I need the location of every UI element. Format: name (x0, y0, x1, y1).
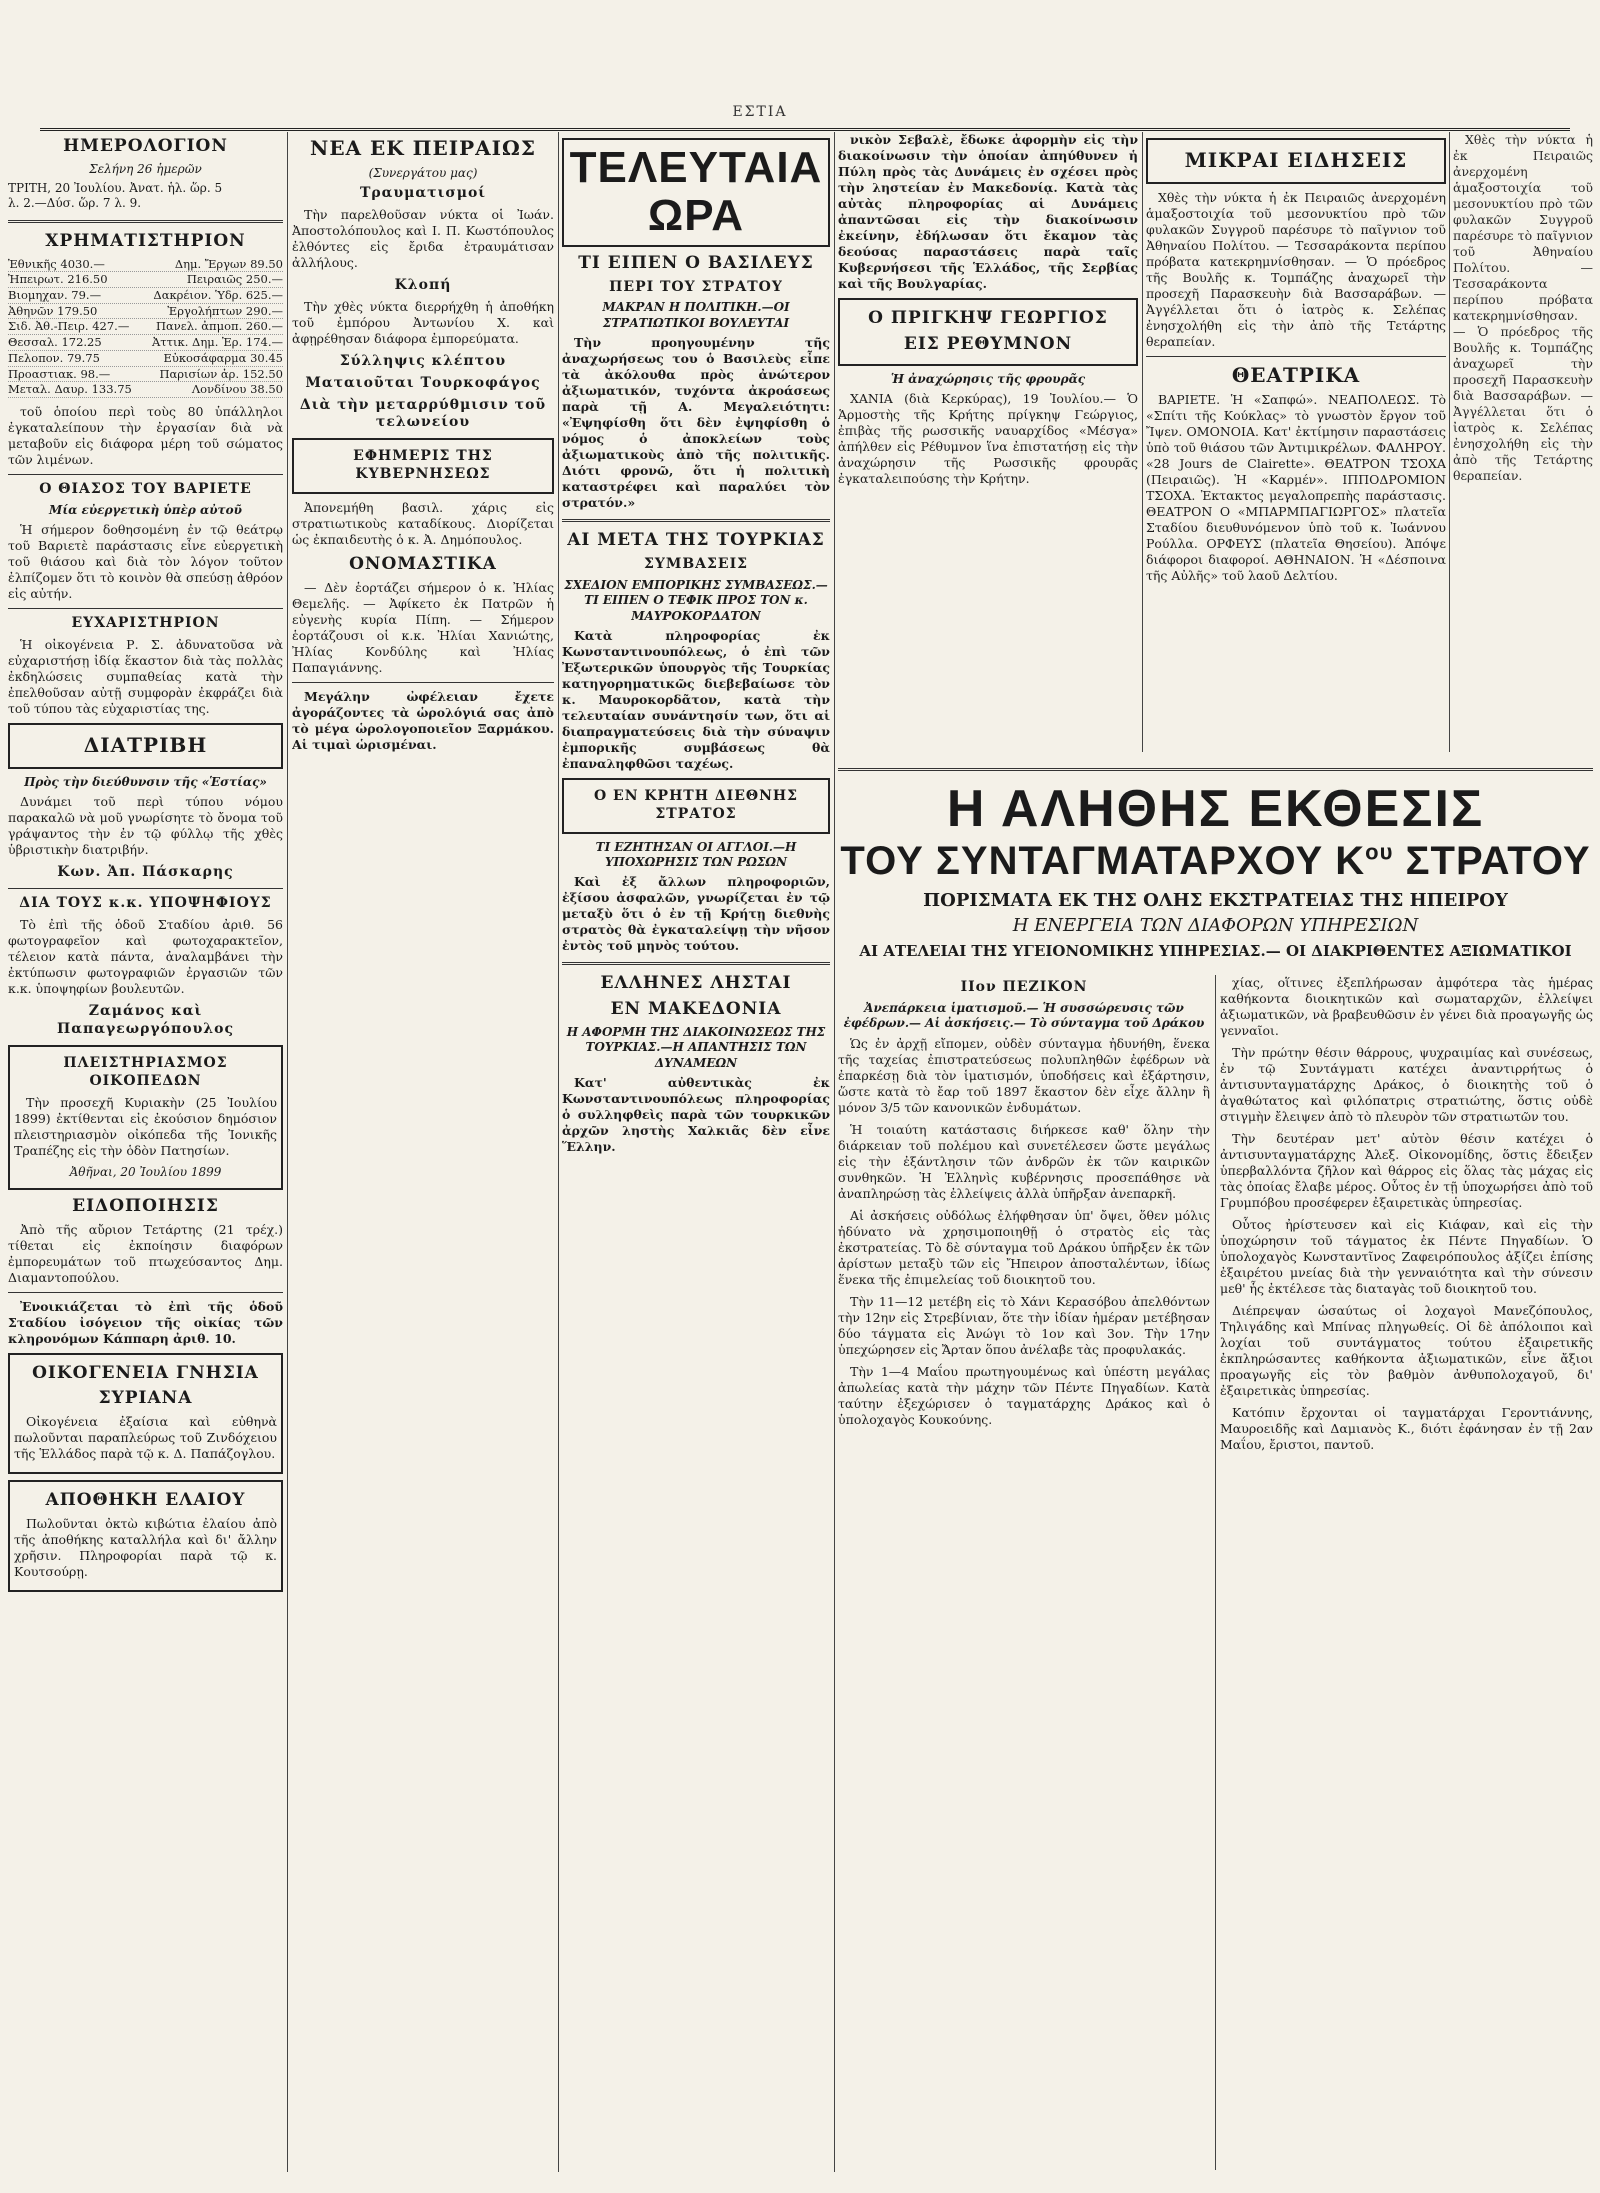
stock-cell: Ἀττικ. Δημ. Ἐρ. 174.— (151, 335, 283, 350)
stock-row (8, 382, 283, 398)
stock-row (8, 351, 283, 367)
stock-cell: Μεταλ. Δαυρ. 133.75 (8, 382, 132, 397)
notices-title: ΕΙΔΟΠΟΙΗΣΙΣ (72, 1195, 219, 1216)
piraeus-text: Τὴν παρελθοῦσαν νύκτα οἱ Ἰωάν. Ἀποστολόπουλος καὶ Ι. Π. Κωστόπουλος ἐλθόντες εἰς ἔριδα ἐτραυμάτισαν ἀλλήλους. (292, 206, 554, 270)
stock-cell: Πελοπον. 79.75 (8, 350, 100, 365)
theatre-text: ΒΑΡΙΕΤΕ. Ἡ «Σαπφώ». ΝΕΑΠΟΛΕΩΣ. Τὸ «Σπίτι τῆς Κούκλας» τὸ γνωστὸν ἔργον τοῦ Ἴψεν. ΟΜΟΝΟΙΑ. Κατ' ἐκτίμησιν παραστάσεις ὑπὸ τοῦ θιάσου τῶν Ἀντιμικρέλων. ΦΑΛΗΡΟΥ. «28 Jours de Clairette». ΘΕΑΤΡΟΝ ΤΣΟΧΑ (Πειραιῶς). Ἡ «Καρμέν». ΙΠΠΟΔΡΟΜΙΟΝ ΤΣΟΧΑ. Ἐκτακτος μεγαλοπρεπὴς παράστασις. ΘΕΑΤΡΟΝ Ο «ΜΠΑΡΜΠΑΓΙΩΡΓΟΣ» πλατεῖα Σταδίου διευθυνόμενον ὑπὸ τοῦ κ. Ἰωάννου Ρούλλα. ΟΡΦΕΥΣ (πλατεῖα Θησείου). Ἀπόψε διάφοροι διαφοροί. ΑΘΗΝΑΙΟΝ. Ἡ «Δέσποινα τῆς Αὐλῆς» τοῦ λαοῦ Δελτίου. (1146, 392, 1446, 584)
syriana-text: Οἰκογένεια ἐξαίσια καὶ εὐθηνὰ πωλοῦνται παραπλεύρως τοῦ Ζινδόχειου τῆς Ἑλλάδος παρὰ τῷ κ. Δ. Παπάζογλου. (14, 1414, 277, 1462)
report-section: ΙΙον ΠΕΖΙΚΟΝ (960, 979, 1088, 995)
calendar-title: ΗΜΕΡΟΛΟΓΙΟΝ (63, 136, 228, 156)
stock-row (8, 335, 283, 351)
stock-row (8, 257, 283, 273)
piraeus-title: ΝΕΑ ΕΚ ΠΕΙΡΑΙΩΣ (310, 136, 536, 160)
report-text: Τὴν 11—12 μετέβη εἰς τὸ Χάνι Κερασόβου ἀπελθόντων τὴν 12ην εἰς Στρεβίνιαν, ὅτε τὴν ἰδίαν ἡμέραν μετέβησαν δύο τάγματα εἰς Ἀνώγι τὸ 1ον καὶ 3ον. Τὴν 17ην ὑπεχώρησεν εἰς Ἄρταν ὅπου ἀνέλαβε τὰς προφυλακάς. (838, 1293, 1210, 1357)
oil-box (8, 1480, 283, 1592)
divider (8, 474, 283, 475)
column-rule (1215, 975, 1216, 2170)
stock-row (8, 288, 283, 304)
piraeus-heading: Σύλληψις κλέπτου (339, 352, 507, 369)
stock-text: τοῦ ὁποίου περὶ τοὺς 80 ὑπάλληλοι ἐγκαταλείπουν τὴν ἐργασίαν διὰ νὰ μεταβοῦν εἰς διάφορα μέρη τοῦ σώματος τῶν λιμένων. (8, 404, 283, 468)
names-text: — Δὲν ἑορτάζει σήμερον ὁ κ. Ἠλίας Θεμελῆς. — Ἀφίκετο ἐκ Πατρῶν ἡ εὐγενὴς κυρία Πίπη. — Σήμερον ἑορτάζουσι οἱ κ.κ. Ἠλίαι Χανιώτης, Ἠλίας Κονδύλης καὶ Ἠλίας Παπαγιάννης. (292, 579, 554, 675)
column-2 (292, 132, 554, 2172)
divider (562, 962, 830, 965)
stock-cell: Πανελ. ἀπμοπ. 260.— (155, 319, 283, 334)
oil-title: ΑΠΟΘΗΚΗ ΕΛΑΙΟΥ (45, 1490, 246, 1511)
names-title: ΟΝΟΜΑΣΤΙΚΑ (349, 554, 497, 575)
report-subtitle: ΠΟΡΙΣΜΑΤΑ ΕΚ ΤΗΣ ΟΛΗΣ ΕΚΣΤΡΑΤΕΙΑΣ ΤΗΣ ΗΠΕΙΡΟΥ (923, 890, 1508, 911)
bandits-subheading: Η ΑΦΟΡΜΗ ΤΗΣ ΔΙΑΚΟΙΝΩΣΕΩΣ ΤΗΣ ΤΟΥΡΚΙΑΣ.—Η ΑΠΑΝΤΗΣΙΣ ΤΩΝ ΔΥΝΑΜΕΩΝ (566, 1024, 826, 1070)
column-rule (287, 132, 288, 2172)
report-title-part: ΣΤΡΑΤΟΥ (1393, 839, 1591, 883)
column-5 (1146, 132, 1446, 752)
gov-title: ΕΦΗΜΕΡΙΣ ΤΗΣ ΚΥΒΕΡΝΗΣΕΩΣ (353, 448, 493, 483)
stock-title: ΧΡΗΜΑΤΙΣΤΗΡΙΟΝ (45, 230, 246, 251)
auction-text: Τὴν προσεχῆ Κυριακὴν (25 Ἰουλίου 1899) ἐκτίθενται εἰς ἐκούσιον δημόσιον πλειστηριασμὸν οἰκόπεδα τῆς Ἰονικῆς Τραπέζης εἰς τὴν ὁδὸν Πατησίων. (14, 1094, 277, 1158)
turkey-heading: ΑΙ ΜΕΤΑ ΤΗΣ ΤΟΥΡΚΙΑΣ (567, 530, 825, 551)
diatrivi-subtitle: Πρὸς τὴν διεύθυνσιν τῆς «Ἑστίας» (24, 774, 267, 789)
prince-title: ΕΙΣ ΡΕΘΥΜΝΟΝ (903, 333, 1073, 354)
diatrivi-sign: Κων. Ἀπ. Πάσκαρης (57, 864, 234, 881)
calendar-line: ΤΡΙΤΗ, 20 Ἰουλίου. Ἀνατ. ἡλ. ὥρ. 5 (8, 181, 223, 196)
piraeus-text: Τὴν χθὲς νύκτα διερρήχθη ἡ ἀποθήκη τοῦ ἐμπόρου Ἀντωνίου Χ. καὶ ἀφῃρέθησαν διάφορα ἐμπορεύματα. (292, 298, 554, 346)
stock-table (8, 257, 283, 398)
stock-cell: Ἐθνικῆς 4030.— (8, 256, 105, 271)
syriana-subtitle: ΣΥΡΙΑΝΑ (98, 1388, 193, 1409)
piraeus-subtitle: (Συνεργάτου μας) (368, 165, 478, 180)
calendar-line: λ. 2.—Δύσ. ὥρ. 7 λ. 9. (8, 196, 142, 211)
report-subtitle: ΑΙ ΑΤΕΛΕΙΑΙ ΤΗΣ ΥΓΕΙΟΝΟΜΙΚΗΣ ΥΠΗΡΕΣΙΑΣ.— ΟΙ ΔΙΑΚΡΙΘΕΝΤΕΣ ΑΞΙΩΜΑΤΙΚΟΙ (859, 942, 1572, 960)
prince-lead: νικὸν Σεβαλὲ, ἔδωκε ἀφορμὴν εἰς τὴν διακοίνωσιν τὴν ὁποίαν ἀπηύθυνεν ἡ Πύλη πρὸς τὰς Δυνάμεις ἐν σχέσει πρὸς τὴν ληστείαν ἐν Μακεδονίᾳ. Κατὰ τὰς αὐτὰς πληροφορίας αἱ Δυνάμεις ἀπαντῶσαι εἰς τὴν διακοίνωσιν ἐκείνην, ἐδήλωσαν ὅτι ἔκαμον τὰς δεούσας παραστάσεις παρὰ ταῖς Κυβερνήσεσι τῆς Ἑλλάδος, τῆς Σερβίας καὶ τῆς Βουλγαρίας. (838, 132, 1138, 291)
column-3 (562, 132, 830, 2172)
variete-title: Ο ΘΙΑΣΟΣ ΤΟΥ ΒΑΡΙΕΤΕ (39, 481, 252, 498)
piraeus-heading: Κλοπή (394, 276, 452, 293)
stock-cell: Ἠπειρωτ. 216.50 (8, 272, 108, 287)
watch-ad: Μεγάλην ὠφέλειαν ἔχετε ἀγοράζοντες τὰ ὡρολόγιά σας ἀπὸ τὸ μέγα ὡρολογοποιεῖον Ξαρμάκου. Αἱ τιμαὶ ὡρισμέναι. (292, 688, 554, 752)
report-text: Διέπρεψαν ὡσαύτως οἱ λοχαγοὶ Μανεζόπουλος, Τηλιγάδης καὶ Μπίνας πληγωθείς. Οἱ δὲ ἀπόλοιποι καὶ λοχίαι τοῦ συντάγματος τούτου ἐξαιρετικῆς ἐκπληρώσαντες καθήκοντα ἀξιωματικῶν, εἶνε ἄξιοι προαγωγῆς εἰς τὸν βαθμὸν ἀνθυπολοχαγοῦ, δι' ἐξαιρετικὰς ὑπηρεσίας. (1220, 1303, 1593, 1398)
stock-cell: Πειραιῶς 250.— (186, 272, 283, 287)
stock-cell: Δημ. Ἔργων 89.50 (174, 256, 283, 271)
auction-date: Ἀθῆναι, 20 Ἰουλίου 1899 (69, 1164, 222, 1179)
divider (8, 1292, 283, 1293)
diatrivi-text: Δυνάμει τοῦ περὶ τύπου νόμου παρακαλῶ νὰ μοῦ γνωρίσητε τὸ ὄνομα τοῦ γράψαντος τὴν ἐν τῷ φύλλῳ τῆς χθὲς ὑβριστικὴν διατριβήν. (8, 794, 283, 858)
stock-cell: Λονδίνου 38.50 (191, 382, 283, 397)
crete-subheading: ΤΙ ΕΖΗΤΗΣΑΝ ΟΙ ΑΓΓΛΟΙ.—Η ΥΠΟΧΩΡΗΣΙΣ ΤΩΝ ΡΩΣΩΝ (595, 839, 797, 870)
variete-text: Ἡ σήμερον δοθησομένη ἐν τῷ θεάτρῳ τοῦ Βαριετὲ παράστασις εἶνε εὐεργετικὴ τοῦ θιάσου καὶ διὰ τὸν λόγον τοῦτον ἐλπίζομεν ὅτι τὸ κοινὸν θὰ σπεύσῃ ἀθρόον εἰς αὐτήν. (8, 522, 283, 602)
report-lead: Ἀνεπάρκεια ἱματισμοῦ.— Ἡ συσσώρευσις τῶν ἐφέδρων.— Αἱ ἀσκήσεις.— Τὸ σύνταγμα τοῦ Δράκου (843, 1000, 1205, 1031)
top-rule (40, 128, 1570, 131)
report-text: Τὴν πρώτην θέσιν θάρρους, ψυχραιμίας καὶ συνέσεως, ἐν τῷ Συντάγματι κατέχει ἀναντιρρήτως ὁ ἀντισυνταγματάρχης Δράκος, ὁ διοικητὴς τοῦ ὁ ἀγαθώτατος καὶ φιλόπατρις στρατιώτης, ὅστις οὐδὲ στιγμὴν ἔλειψεν ἀπὸ τὸ πλευρὸν τῶν στρατιωτῶν του. (1220, 1045, 1593, 1124)
stock-row (8, 272, 283, 288)
lasthour-title: ΤΕΛΕΥΤΑΙΑ ΩΡΑ (569, 143, 823, 241)
lasthour-text: Τὴν προηγουμένην τῆς ἀναχωρήσεως του ὁ Βασιλεὺς εἶπε τὰ ἀκόλουθα πρὸς ἀνώτερον ἀξιωματικόν, τυχόντα ἀκροάσεως παρὰ τῇ Α. Μεγαλειότητι: «Ἐψηφίσθη ὅτι δὲν ἐψηφίσθη ὁ νόμος ὁ ἀποκλείων τοὺς ἀξιωματικοὺς ἀπὸ τῆς πολιτικῆς. Διότι φρονῶ, ὅτι ἡ πολιτικὴ καταστρέφει καὶ παραλύει τὸν στρατόν.» (562, 335, 830, 511)
column-rule (1449, 132, 1450, 752)
syriana-title: ΟΙΚΟΓΕΝΕΙΑ ΓΝΗΣΙΑ (32, 1362, 259, 1383)
stock-row (8, 304, 283, 320)
report-text: Ὡς ἐν ἀρχῇ εἴπομεν, οὐδὲν σύνταγμα ἠδυνήθη, ἕνεκα τῆς ταχείας ἐπιστρατεύσεως πολυπληθῶν ἐφέδρων νὰ ἐπαρκέσῃ διὰ τὸν ἱματισμόν, ὑποδήσεις καὶ ἐξάρτησιν, ὥστε κατὰ τὸ ἔαρ τοῦ 1897 ἔκαστον δὲν εἶχε ἄλλην ἢ μόνον 3/5 τῶν κανονικῶν ἐνδυμάτων. (838, 1035, 1210, 1115)
turkey-heading: ΣΥΜΒΑΣΕΙΣ (643, 555, 749, 572)
small-news-title: ΜΙΚΡΑΙ ΕΙΔΗΣΕΙΣ (1184, 148, 1408, 172)
turkey-text: Κατὰ πληροφορίας ἐκ Κωνσταντινουπόλεως, ὁ ἐπὶ τῶν Ἐξωτερικῶν ὑπουργὸς τῆς Τουρκίας κατηγορηματικῶς διεβεβαίωσε τὸν κ. Μαυροκορδᾶτον, κατὰ τὴν τελευταίαν συνάντησίν των, ὅτι αἱ διαπραγματεύσεις διὰ τὴν σύναψιν ἐμπορικῆς συμβάσεως θὰ ἐπαναληφθῶσι ταχέως. (562, 627, 830, 771)
small-news-box (1146, 138, 1446, 184)
divider (8, 220, 283, 223)
small-news-text: Χθὲς τὴν νύκτα ἡ ἐκ Πειραιῶς ἀνερχομένη ἁμαξοστοιχία τοῦ μεσονυκτίου πρὸ τῶν φυλακῶν Συγγροῦ παρέσυρε τὸ παῖγνιον τοῦ Ἀθηναίου Πολίτου. — Τεσσαράκοντα περίπου πρόβατα κατεκρημνίσθησαν. — Ὁ πρόεδρος τῆς Βουλῆς κ. Τομπάζης ἀναχωρεῖ τὴν προσεχῆ Παρασκευὴν διὰ Βασσαράβων. — Ἀγγέλλεται ὅτι ὁ ἰατρὸς κ. Σελέπας ἐνησχολήθη εἰς τὴν ἀπὸ τῆς Τετάρτης θεραπείαν. (1146, 189, 1446, 349)
theatre-title: ΘΕΑΤΡΙΚΑ (1231, 362, 1361, 387)
column-6 (1453, 132, 1593, 752)
report-text: χίας, οἵτινες ἐξεπλήρωσαν ἀμφότερα τὰς ἡμέρας καθήκοντα διοικητικῶν καὶ σωματαρχῶν, ἐλλείψει ἀξιωματικῶν, νὰ βραβευθῶσιν ἐν γένει διὰ προαγωγῆς ὡς γενναῖοι. (1220, 975, 1593, 1038)
report-text: Τὴν 1—4 Μαΐου πρωτηγουμένως καὶ ὑπέστη μεγάλας ἀπωλείας κατὰ τὴν μάχην τῶν Πέντε Πηγαδίων. Κατὰ ταύτην ἐξεχώρισεν ὁ ταγματάρχης Δράκος καὶ ὁ ὑπολοχαγὸς Κουκούνης. (838, 1363, 1210, 1427)
stock-cell: Εὐκοσάφαρμα 30.45 (163, 350, 283, 365)
stock-cell: Ἀθηνῶν 179.50 (8, 303, 98, 318)
candidates-sign: Ζαμάνος καὶ Παπαγεωργόπουλος (57, 1002, 234, 1037)
stock-cell: Προαστιακ. 98.— (8, 366, 111, 381)
report-text: Αἱ ἀσκήσεις οὐδόλως ἐλήφθησαν ὑπ' ὄψει, ὅθεν μόλις ἠδύνατο νὰ χρησιμοποιηθῇ ὁ στρατὸς εἰς τὰς ἐκστρατείας. Τὸ δὲ σύνταγμα τοῦ Δράκου ὑπῆρξεν ἐκ τῶν ἀρίστων μεταξὺ τῶν εἰς Ἤπειρον ἀποσταλέντων, ἰδίως ἕνεκα τῆς ἐπιμελείας τοῦ διοικητοῦ του. (838, 1207, 1210, 1287)
prince-text: ΧΑΝΙΑ (διὰ Κερκύρας), 19 Ἰουλίου.— Ὁ Ἁρμοστὴς τῆς Κρήτης πρίγκηψ Γεώργιος, ἐπιβὰς τῆς ρωσσικῆς ναυαρχίδος «Μέσγα» ἀπήλθεν εἰς Ρέθυμνον ἵνα ἐπιστατήσῃ εἰς τὴν ἀναχώρησιν τῆς Ρωσσικῆς φρουρᾶς ἐγκαταλειπούσης τὴν Κρήτην. (838, 390, 1138, 486)
report-text: Ἡ τοιαύτη κατάστασις διήρκεσε καθ' ὅλην τὴν διάρκειαν τοῦ πολέμου καὶ συνετέλεσεν ὥστε μεγάλως εἰς τὴν ἐξάντλησιν τῶν ἀνδρῶν ἐκ τῶν καιρικῶν συνθηκῶν. Ἡ Ἑλληνὶς κυβέρνησις προσεπάθησε νὰ ἀναπληρώσῃ τὰς ἐλλείψεις ἀλλὰ ὑπῆρξαν ἀνεπαρκῆ. (838, 1121, 1210, 1201)
calendar-line: Σελήνη 26 ἡμερῶν (89, 161, 202, 176)
prince-subtitle: Ἡ ἀναχώρησις τῆς φρουρᾶς (890, 371, 1086, 386)
thanks-text: Ἡ οἰκογένεια Ρ. Σ. ἀδυνατοῦσα νὰ εὐχαριστήσῃ ἰδίᾳ ἕκαστον διὰ τὰς πολλὰς ἐκδηλώσεις συμπαθείας κατὰ τὴν ἐπελθοῦσαν αὐτῇ συμφορὰν ἐκφράζει διὰ τοῦ τύπου τὰς εὐχαριστίας της. (8, 637, 283, 717)
piraeus-heading: Τραυματισμοί (359, 184, 487, 201)
bandits-heading: ΕΝ ΜΑΚΕΔΟΝΙΑ (610, 999, 782, 1020)
report-banner (838, 760, 1593, 960)
syriana-box (8, 1353, 283, 1475)
gov-box (292, 438, 554, 494)
candidates-text: Τὸ ἐπὶ τῆς ὁδοῦ Σταδίου ἀριθ. 56 φωτογραφεῖον καὶ φωτοχαρακτεῖον, τέλειον κατὰ πάντα, ἀναλαμβάνει τὴν ἐκτύπωσιν φωτογραφιῶν ἐργασιῶν τῶν κ.κ. ὑποψηφίων βουλευτῶν. (8, 916, 283, 996)
lasthour-box (562, 138, 830, 247)
report-text: Οὗτος ἠρίστευσεν καὶ εἰς Κιάφαν, καὶ εἰς τὴν ὑποχώρησιν τοῦ τάγματος ἐκ Πέντε Πηγαδίων. Ὁ ὑπολοχαγὸς Κωνσταντῖνος Ζαφειρόπουλος ἀξίζει ἐπίσης ἐξαιρέτου μνείας διὰ τὴν γενναιότητα καὶ τὴν σύνεσιν μεθ' ἧς ἐκτέλεσε τὰς διαταγὰς τοῦ διοικητοῦ του. (1220, 1217, 1593, 1296)
stock-cell: Βιομηχαν. 79.— (8, 288, 102, 303)
candidates-title: ΔΙΑ ΤΟΥΣ κ.κ. ΥΠΟΨΗΦΙΟΥΣ (19, 895, 272, 912)
crete-heading: Ο ΕΝ ΚΡΗΤΗ ΔΙΕΘΝΗΣ ΣΤΡΑΤΟΣ (593, 787, 799, 822)
report-title-part: ΤΟΥ ΣΥΝΤΑΓΜΑΤΑΡΧΟΥ Κ (840, 839, 1366, 883)
auction-box (8, 1045, 283, 1190)
bandits-text: Κατ' αὐθεντικὰς ἐκ Κωνσταντινουπόλεως πληροφορίας ὁ συλληφθεὶς παρὰ τῶν τουρκικῶν ἀρχῶν ληστὴς Χαλκιᾶς δὲν εἶνε Ἕλλην. (562, 1075, 830, 1154)
column-1 (8, 132, 283, 2172)
oil-text: Πωλοῦνται ὀκτὼ κιβώτια ἐλαίου ἀπὸ τῆς ἀποθήκης καταλλήλα καὶ δι' ἄλλην χρῆσιν. Πληροφορίαι παρὰ τῷ κ. Κουτσούρῃ. (14, 1515, 277, 1579)
report-subtitle: Η ΕΝΕΡΓΕΙΑ ΤΩΝ ΔΙΑΦΟΡΩΝ ΥΠΗΡΕΣΙΩΝ (1012, 915, 1419, 936)
lasthour-heading: ΠΕΡΙ ΤΟΥ ΣΤΡΑΤΟΥ (609, 278, 783, 295)
prince-box (838, 298, 1138, 366)
variete-subtitle: Μία εὐεργετικὴ ὑπὲρ αὐτοῦ (49, 502, 242, 517)
report-text: Τὴν δευτέραν μετ' αὐτὸν θέσιν κατέχει ὁ ἀντισυνταγματάρχης Ἀλεξ. Οἰκονομίδης, ὅστις ἔδειξεν ὑπερβαλλόντα ζῆλον καὶ θάρρος εἰς ὅλας τὰς μάχας εἰς τὰς ὁποίας ἔλαβε μέρος. Οὗτος ἐν τῇ ὑποχωρήσει ἀπὸ τοῦ Γρυμπόβου προσέφερεν ἐξαιρετικὰς ὑπηρεσίας. (1220, 1131, 1593, 1210)
stock-cell: Σιδ. Ἀθ.-Πειρ. 427.— (8, 319, 130, 334)
divider (838, 768, 1593, 771)
thanks-title: ΕΥΧΑΡΙΣΤΗΡΙΟΝ (71, 615, 220, 632)
report-text: Κατόπιν ἔρχονται οἱ ταγματάρχαι Γεροντιάννης, Μαυροειδῆς καὶ Δαμιανὸς Κ., διότι ἐφάνησαν ἐν τῇ 2αν Μαΐου, ἔριστοι, παντοῦ. (1220, 1405, 1593, 1452)
column-rule (1142, 132, 1143, 752)
stock-cell: Ἐργολήπτων 290.— (167, 303, 283, 318)
crete-text: Καὶ ἐξ ἄλλων πληροφοριῶν, ἐξίσου ἀσφαλῶν, γνωρίζεται ἐν τῷ μεταξὺ ὅτι ὁ ἐν τῇ Κρήτῃ διεθνὴς στρατὸς θὰ ἐγκαταλείψῃ τὴν νῆσον ἐντὸς τοῦ μηνὸς τούτου. (562, 874, 830, 954)
lasthour-heading: ΤΙ ΕΙΠΕΝ Ο ΒΑΣΙΛΕΥΣ (578, 252, 814, 273)
report-title: Η ΑΛΗΘΗΣ ΕΚΘΕΣΙΣ (946, 780, 1485, 838)
divider (8, 608, 283, 609)
lasthour-subheading: ΜΑΚΡΑΝ Η ΠΟΛΙΤΙΚΗ.—ΟΙ ΣΤΡΑΤΙΩΤΙΚΟΙ ΒΟΥΛΕΥΤΑΙ (602, 300, 790, 330)
stock-cell: Παρισίων ἀρ. 152.50 (159, 366, 283, 381)
stock-cell: Δακρέιον. Ὑδρ. 625.— (153, 288, 283, 303)
gov-text: Ἀπονεμήθη βασιλ. χάρις εἰς στρατιωτικοὺς καταδίκους. Διορίζεται ὡς ἐκπαιδευτὴς ὁ κ. Ἀ. Δημόπουλος. (292, 500, 554, 548)
report-column-2 (1220, 975, 1593, 2170)
stock-cell: Θεσσαλ. 172.25 (8, 335, 102, 350)
column-4 (838, 132, 1138, 752)
column-rule (558, 132, 559, 2172)
rent-text: Ἐνοικιάζεται τὸ ἐπὶ τῆς ὁδοῦ Σταδίου ἰσόγειον τῆς οἰκίας τῶν κληρονόμων Κάππαρη ἀριθ. 10. (8, 1298, 283, 1346)
notices-text: Ἀπὸ τῆς αὔριον Τετάρτης (21 τρέχ.) τίθεται εἰς ἐκποίησιν διαφόρων ἐμπορευμάτων τοῦ πτωχεύσαντος Δημ. Διαμαντοπούλου. (8, 1221, 283, 1285)
divider (292, 682, 554, 683)
column-rule (834, 132, 835, 2172)
diatrivi-title: ΔΙΑΤΡΙΒΗ (83, 733, 208, 758)
piraeus-heading: Διὰ τὴν μεταρρύθμισιν τοῦ τελωνείου (299, 396, 547, 431)
turkey-subheading: ΣΧΕΔΙΟΝ ΕΜΠΟΡΙΚΗΣ ΣΥΜΒΑΣΕΩΣ.—ΤΙ ΕΙΠΕΝ Ο ΤΕΦΙΚ ΠΡΟΣ ΤΟΝ κ. ΜΑΥΡΟΚΟΡΔΑΤΟΝ (564, 577, 828, 623)
report-title-sup: ου (1365, 839, 1394, 865)
running-head: ΕΣΤΙΑ (732, 104, 788, 120)
report-column-1 (838, 975, 1210, 2170)
prince-title: Ο ΠΡΙΓΚΗΨ ΓΕΩΡΓΙΟΣ (868, 308, 1108, 328)
report-title-line2 (838, 839, 1593, 884)
crete-box (562, 778, 830, 834)
piraeus-heading: Ματαιοῦται Τουρκοφάγος (305, 374, 541, 391)
auction-title: ΠΛΕΙΣΤΗΡΙΑΣΜΟΣ ΟΙΚΟΠΕΔΩΝ (63, 1054, 228, 1089)
small-news-continuation: Χθὲς τὴν νύκτα ἡ ἐκ Πειραιῶς ἀνερχομένη ἁμαξοστοιχία τοῦ μεσονυκτίου πρὸ τῶν φυλακῶν Συγγροῦ παρέσυρε τὸ παῖγνιον τοῦ Ἀθηναίου Πολίτου. — Τεσσαράκοντα περίπου πρόβατα κατεκρημνίσθησαν. — Ὁ πρόεδρος τῆς Βουλῆς κ. Τομπάζης ἀναχωρεῖ τὴν προσεχῆ Παρασκευὴν διὰ Βασσαράβων. — Ἀγγέλλεται ὅτι ὁ ἰατρὸς κ. Σελέπας ἐνησχολήθη εἰς τὴν ἀπὸ τῆς Τετάρτης θεραπείαν. (1453, 132, 1593, 483)
divider (8, 888, 283, 889)
divider (1146, 356, 1446, 357)
stock-row (8, 367, 283, 383)
divider (562, 519, 830, 522)
diatrivi-box (8, 723, 283, 769)
bandits-heading: ΕΛΛΗΝΕΣ ΛΗΣΤΑΙ (600, 973, 792, 994)
stock-row (8, 319, 283, 335)
